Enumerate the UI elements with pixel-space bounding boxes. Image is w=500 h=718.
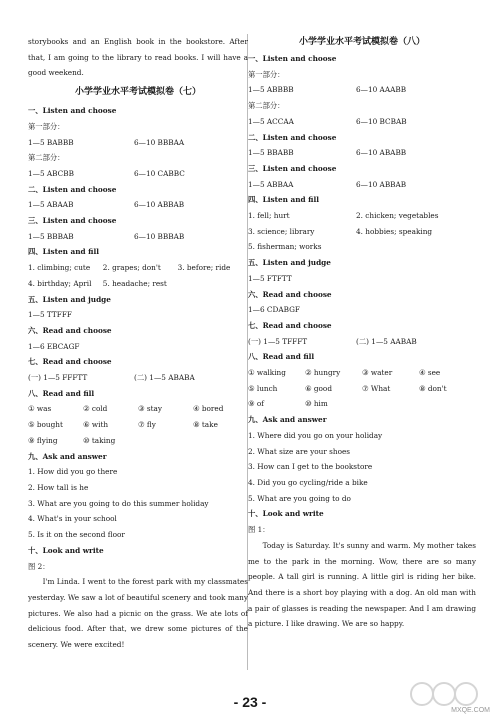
answer-text: 第二部分： — [248, 101, 285, 111]
grid-row — [248, 381, 476, 397]
grid-cell: ⑤ bought — [28, 420, 63, 430]
answer-line — [28, 559, 248, 575]
answer-line — [248, 239, 476, 255]
grid-cell: ⑩ him — [305, 399, 328, 409]
grid-cell: ③ water — [362, 368, 393, 378]
answer-text: 1—5 ABAAB — [28, 200, 74, 210]
section-heading — [28, 323, 248, 339]
answer-block-2 — [28, 292, 248, 402]
answer-text: 5. What are you going to do — [248, 493, 351, 503]
answer-text: 九、Ask and answer — [28, 451, 107, 461]
grid-row — [28, 260, 248, 276]
answer-text-secondary: (二) 1—5 AABAB — [356, 336, 417, 346]
answer-text: 四、Listen and fill — [248, 195, 319, 205]
answer-text: 第一部分： — [248, 69, 285, 79]
answer-line — [28, 339, 248, 355]
section-heading — [248, 349, 476, 365]
answer-line — [28, 119, 248, 135]
answer-text: 1—6 EBCAGF — [28, 341, 80, 351]
grid-cell: ⑧ don't — [419, 383, 447, 393]
answer-text: 1—5 ABCBB — [28, 168, 74, 178]
section-heading — [248, 192, 476, 208]
answer-text: 五、Listen and judge — [28, 294, 111, 304]
grid-cell: ② hungry — [305, 368, 341, 378]
grid-cell: ③ stay — [138, 404, 163, 414]
answer-line — [248, 82, 476, 98]
essay-paragraph: I'm Linda. I went to the forest park with my classmates yesterday. We saw a lot of beautiful scenery and took many pictures. We also had a picnic on the grass. We ate lots of delicious food. After that, we drew some pictures of the scenery. We were excited! — [28, 577, 248, 650]
answer-text-secondary: 2. chicken; vegetables — [356, 211, 439, 221]
essay-paragraph: Today is Saturday. It's sunny and warm. My mother takes me to the park in the morning. Wow, there are so many people. A tall girl is running. A little girl is riding her bike. And there is a short boy playing with a dog. An old man with a pair of glasses is reading the newspaper. And I am drawing a picture. I like drawing. We are so happy. — [248, 540, 476, 629]
answer-text-secondary: 6—10 BBBAB — [134, 231, 185, 241]
answer-text-secondary: 6—10 ABABB — [356, 148, 407, 158]
answer-line — [248, 177, 476, 193]
answer-line — [28, 511, 248, 527]
section-heading — [28, 292, 248, 308]
page-number: - 23 - — [233, 694, 267, 710]
answer-text: 六、Read and choose — [248, 289, 332, 299]
answer-line — [28, 527, 248, 543]
grid-row — [28, 401, 248, 417]
section-heading — [248, 287, 476, 303]
answer-text-secondary: 6—10 ABBAB — [356, 179, 407, 189]
answer-text: 1—5 ABBAA — [248, 179, 294, 189]
answer-text: 4. Did you go cycling/ride a bike — [248, 477, 368, 487]
answer-line — [28, 480, 248, 496]
answer-text-secondary: 4. hobbies; speaking — [356, 226, 433, 236]
intro-paragraph: storybooks and an English book in the bookstore. After that, I am going to the library to read books. I will have a good weekend. — [28, 37, 248, 78]
exam-title-7: 小学学业水平考试模拟卷（七） — [74, 87, 201, 98]
answer-text: 3. science; library — [248, 226, 315, 236]
answer-line — [28, 229, 248, 245]
answer-line — [248, 208, 476, 224]
section-heading — [248, 130, 476, 146]
grid-cell: 1. climbing; cute — [28, 263, 91, 273]
grid-cell: 5. headache; rest — [102, 278, 167, 288]
answer-block-1 — [248, 51, 476, 365]
section-heading — [248, 161, 476, 177]
grid-cell: ⑧ take — [193, 420, 218, 430]
grid-row — [28, 417, 248, 433]
answer-text: 4. What's in your school — [28, 514, 117, 524]
section-heading — [28, 543, 248, 559]
answer-text: 1—5 BABBB — [28, 137, 74, 147]
answer-text: 五、Listen and judge — [248, 258, 331, 268]
answer-text: 二、Listen and choose — [248, 132, 337, 142]
answer-text-secondary: 6—10 AAABB — [356, 85, 407, 95]
answer-line — [28, 166, 248, 182]
grid-cell: 2. grapes; don't — [102, 263, 161, 273]
fill-answers — [28, 260, 248, 291]
answer-block-2 — [248, 412, 476, 538]
section-heading — [28, 354, 248, 370]
answer-text: 1—5 ACCAA — [248, 116, 294, 126]
grid-cell: 3. before; ride — [177, 263, 231, 273]
answer-text: 八、Read and fill — [28, 388, 95, 398]
answer-block-1 — [28, 103, 248, 260]
grid-cell: ⑨ flying — [28, 435, 58, 445]
grid-cell: ⑨ of — [248, 399, 264, 409]
answer-text: 3. What are you going to do this summer holiday — [28, 498, 209, 508]
answer-text: 1. How did you go there — [28, 467, 118, 477]
answer-text: (一) 1—5 FFFTT — [28, 373, 88, 383]
grid-cell: ④ bored — [193, 404, 224, 414]
grid-cell: ① was — [28, 404, 52, 414]
answer-text: 二、Listen and choose — [28, 184, 117, 194]
grid-cell — [193, 433, 248, 449]
right-column — [248, 34, 476, 632]
answer-line — [248, 522, 476, 538]
answer-line — [28, 370, 248, 386]
answer-text: 图 1： — [248, 525, 270, 535]
answer-text: 十、Look and write — [248, 509, 324, 519]
answer-line — [248, 145, 476, 161]
word-choices — [28, 401, 248, 448]
answer-text: 第二部分： — [28, 153, 65, 163]
answer-line — [248, 428, 476, 444]
answer-line — [248, 67, 476, 83]
answer-text: 1—5 BBBAB — [28, 231, 74, 241]
answer-text: 三、Listen and choose — [28, 216, 117, 226]
answer-line — [248, 114, 476, 130]
watermark-text: MXQE.COM — [451, 707, 490, 714]
grid-cell: ⑤ lunch — [248, 383, 278, 393]
grid-cell: ② cold — [83, 404, 108, 414]
answer-line — [248, 491, 476, 507]
answer-line — [28, 150, 248, 166]
answer-line — [248, 271, 476, 287]
answer-text: 1—6 CDABGF — [248, 305, 300, 315]
answer-text: 七、Read and choose — [248, 320, 332, 330]
grid-cell: ⑥ good — [305, 383, 332, 393]
answer-text: 1. fell; hurt — [248, 211, 290, 221]
answer-text: 一、Listen and choose — [248, 54, 337, 63]
section-heading — [28, 449, 248, 465]
grid-cell — [419, 396, 476, 412]
section-heading — [28, 386, 248, 402]
section-heading — [28, 182, 248, 198]
grid-cell — [138, 433, 193, 449]
answer-line — [28, 307, 248, 323]
grid-cell: ⑥ with — [83, 420, 109, 430]
answer-text: 四、Listen and fill — [28, 247, 99, 257]
answer-line — [28, 197, 248, 213]
answer-line — [248, 224, 476, 240]
grid-cell: ⑦ What — [362, 383, 391, 393]
grid-row — [28, 433, 248, 449]
answer-line — [248, 334, 476, 350]
grid-cell: ④ see — [419, 368, 441, 378]
answer-text: 5. Is it on the second floor — [28, 530, 125, 540]
answer-text: 3. How can I get to the bookstore — [248, 462, 373, 472]
answer-text: (一) 1—5 TFFFT — [248, 336, 308, 346]
exam-title-8: 小学学业水平考试模拟卷（八） — [298, 37, 425, 47]
answer-text: 2. What size are your shoes — [248, 446, 351, 456]
answer-text: 1—5 BBABB — [248, 148, 294, 158]
answer-line — [28, 496, 248, 512]
answer-text: 六、Read and choose — [28, 325, 112, 335]
section-heading — [248, 506, 476, 522]
answer-text: 5. fisherman; works — [248, 242, 322, 252]
answer-text: 1—5 TTFFF — [28, 310, 72, 320]
answer-line — [28, 135, 248, 151]
grid-cell — [362, 396, 419, 412]
answer-text-secondary: 6—10 BCBAB — [356, 116, 407, 126]
answer-line — [248, 98, 476, 114]
answer-text: 1. Where did you go on your holiday — [248, 430, 383, 440]
section-heading — [28, 244, 248, 260]
answer-text: 2. How tall is he — [28, 482, 89, 492]
grid-cell: ⑦ fly — [138, 420, 156, 430]
answer-line — [248, 475, 476, 491]
grid-row — [248, 365, 476, 381]
section-heading — [248, 51, 476, 67]
answer-text: 八、Read and fill — [248, 352, 315, 362]
word-choices — [248, 365, 476, 412]
answer-block-3 — [28, 449, 248, 575]
answer-text-secondary: 6—10 BBBAA — [134, 137, 185, 147]
answer-line — [248, 444, 476, 460]
answer-text: 1—5 FTFTT — [248, 273, 292, 283]
answer-text: 图 2： — [28, 561, 50, 571]
grid-row — [248, 396, 476, 412]
section-heading — [248, 412, 476, 428]
answer-text-secondary: (二) 1—5 ABABA — [134, 373, 195, 383]
answer-line — [248, 302, 476, 318]
left-column — [28, 34, 248, 653]
answer-text: 第一部分： — [28, 121, 65, 131]
answer-text-secondary: 6—10 ABBAB — [134, 200, 185, 210]
answer-line — [248, 459, 476, 475]
answer-line — [28, 464, 248, 480]
answer-text: 十、Look and write — [28, 545, 104, 555]
section-heading — [28, 103, 248, 119]
grid-cell: ① walking — [248, 368, 286, 378]
grid-row — [28, 276, 248, 292]
answer-text-secondary: 6—10 CABBC — [134, 168, 185, 178]
answer-text: 一、Listen and choose — [28, 106, 117, 116]
grid-cell: ⑩ taking — [83, 435, 116, 445]
section-heading — [28, 213, 248, 229]
section-heading — [248, 318, 476, 334]
answer-text: 1—5 ABBBB — [248, 85, 294, 95]
answer-text: 七、Read and choose — [28, 357, 112, 367]
answer-text: 九、Ask and answer — [248, 415, 327, 425]
answer-text: 三、Listen and choose — [248, 163, 337, 173]
grid-cell: 4. birthday; April — [28, 278, 92, 288]
section-heading — [248, 255, 476, 271]
